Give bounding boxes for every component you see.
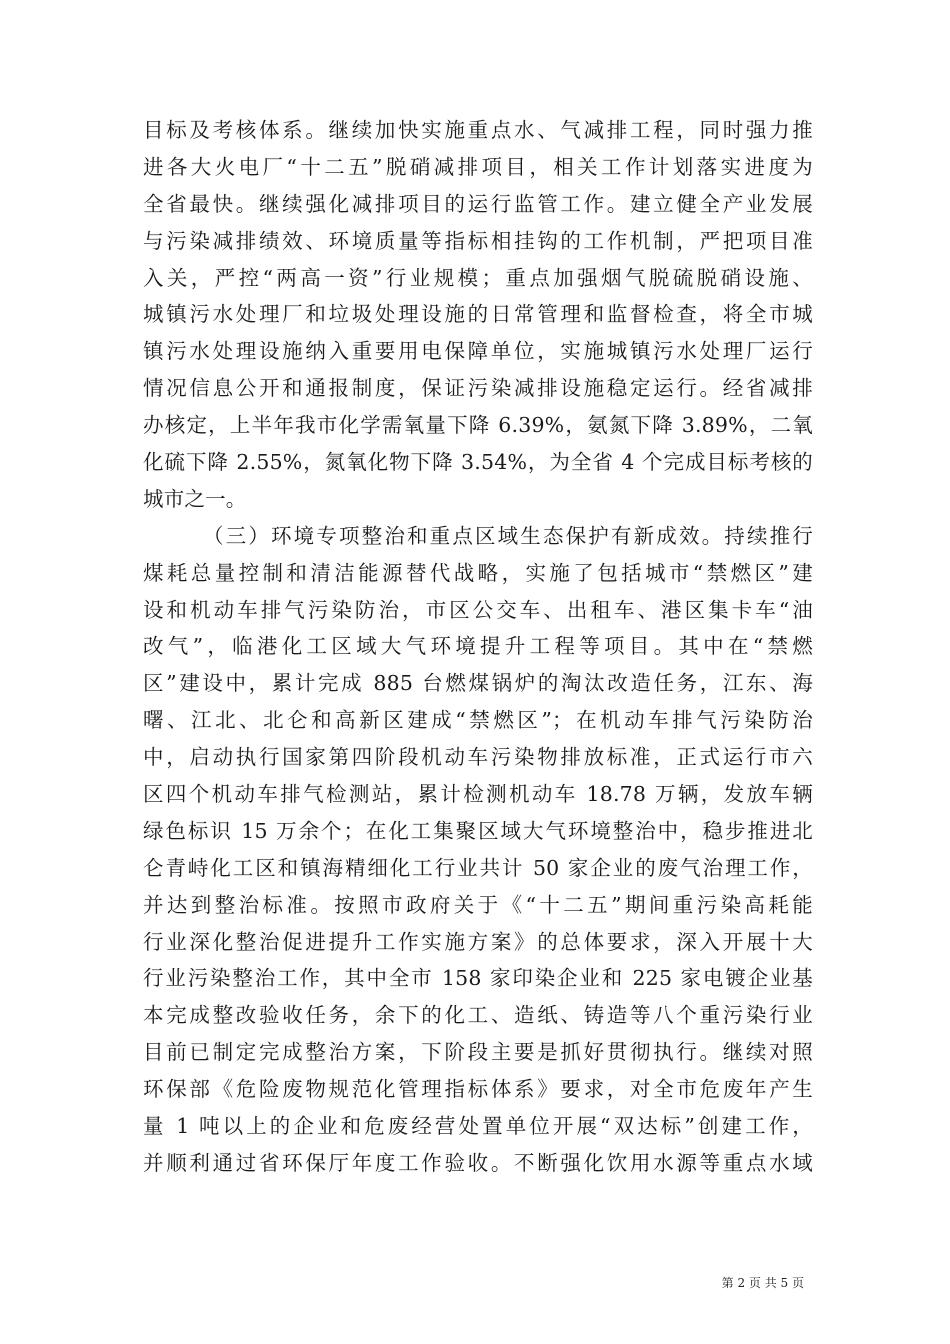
text-line: 全省最快。继续强化减排项目的运行监管工作。建立健全产业发展: [143, 191, 813, 216]
section-heading-line: （三）环境专项整治和重点区域生态保护有新成效。持续推行: [203, 523, 813, 548]
text-line: 环保部《危险废物规范化管理指标体系》要求，对全市危废年产生: [143, 1077, 813, 1102]
text-line: 并达到整治标准。按照市政府关于《“十二五”期间重污染高耗能: [143, 892, 813, 917]
text-line: 镇污水处理设施纳入重要用电保障单位，实施城镇污水处理厂运行: [143, 339, 813, 364]
text-line: 目前已制定完成整治方案，下阶段主要是抓好贯彻执行。继续对照: [143, 1040, 813, 1065]
text-line: 城镇污水处理厂和垃圾处理设施的日常管理和监督检查，将全市城: [143, 302, 813, 327]
text-line: 办核定，上半年我市化学需氧量下降 6.39%，氨氮下降 3.89%，二氧: [143, 413, 813, 438]
text-line: 中，启动执行国家第四阶段机动车污染物排放标准，正式运行市六: [143, 745, 813, 770]
text-line: 与污染减排绩效、环境质量等指标相挂钩的工作机制，严把项目准: [143, 228, 813, 253]
page-number-label: 第 2 页 共 5 页: [721, 1276, 804, 1290]
text-line: 区四个机动车排气检测站，累计检测机动车 18.78 万辆，发放车辆: [143, 782, 813, 807]
text-line: 行业污染整治工作，其中全市 158 家印染企业和 225 家电镀企业基: [143, 966, 813, 991]
text-line: 城市之一。: [143, 486, 247, 511]
text-line: 入关，严控“两高一资”行业规模；重点加强烟气脱硫脱硝设施、: [143, 265, 813, 290]
text-line: 进各大火电厂“十二五”脱硝减排项目，相关工作计划落实进度为: [143, 154, 813, 179]
text-line: 设和机动车排气污染防治，市区公交车、出租车、港区集卡车“油: [143, 597, 813, 622]
text-line: 本完成整改验收任务，余下的化工、造纸、铸造等八个重污染行业: [143, 1003, 813, 1028]
text-line: 改气”，临港化工区域大气环境提升工程等项目。其中在“禁燃: [143, 634, 813, 659]
text-line: 曙、江北、北仑和高新区建成“禁燃区”；在机动车排气污染防治: [143, 708, 813, 733]
text-line: 情况信息公开和通报制度，保证污染减排设施稳定运行。经省减排: [143, 376, 813, 401]
text-line: 仑青峙化工区和镇海精细化工行业共计 50 家企业的废气治理工作，: [143, 855, 813, 880]
text-line: 行业深化整治促进提升工作实施方案》的总体要求，深入开展十大: [143, 929, 813, 954]
text-line: 化硫下降 2.55%，氮氧化物下降 3.54%，为全省 4 个完成目标考核的: [143, 450, 813, 475]
page-number-footer: [722, 1275, 804, 1291]
text-line: 量 1 吨以上的企业和危废经营处置单位开展“双达标”创建工作，: [143, 1114, 813, 1139]
text-line: 煤耗总量控制和清洁能源替代战略，实施了包括城市“禁燃区”建: [143, 560, 813, 585]
text-line: 目标及考核体系。继续加快实施重点水、气减排工程，同时强力推: [143, 118, 813, 142]
text-line: 绿色标识 15 万余个；在化工集聚区域大气环境整治中，稳步推进北: [143, 818, 813, 843]
body-text: [143, 112, 813, 1182]
text-line: 并顺利通过省环保厅年度工作验收。不断强化饮用水源等重点水域: [143, 1150, 813, 1175]
text-line: 区”建设中，累计完成 885 台燃煤锅炉的淘汰改造任务，江东、海: [143, 671, 813, 696]
